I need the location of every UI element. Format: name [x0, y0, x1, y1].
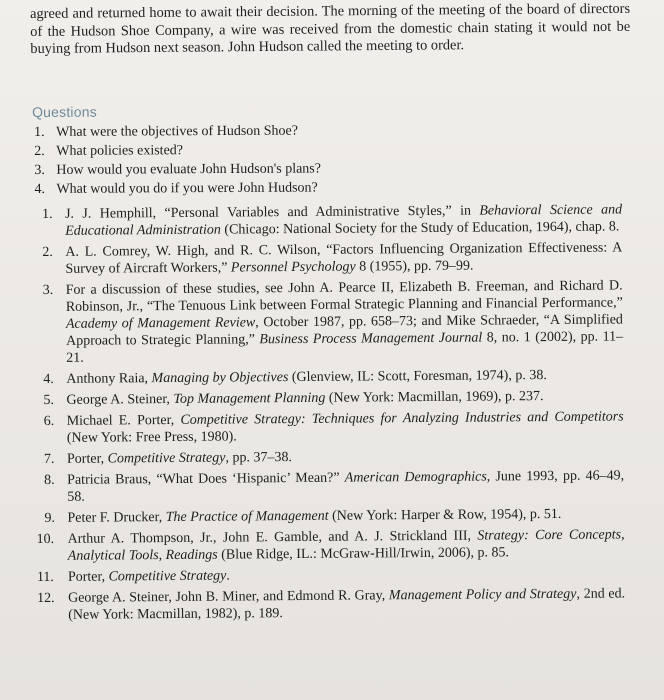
intro-paragraph: [30, 1, 630, 59]
citation-title: Behavioral Science and Educational Administration: [65, 202, 623, 239]
endnote-text: [65, 239, 622, 277]
citation-text: (New York: Harper & Row, 1954), p. 51.: [328, 506, 562, 524]
questions-section: [32, 101, 612, 199]
endnote-text: [67, 446, 624, 467]
endnote-text: [68, 564, 625, 585]
citation-text: , pp. 37–38.: [225, 450, 293, 466]
endnote-number: 6.: [43, 413, 55, 429]
endnote-number: 5.: [43, 392, 55, 408]
citation-title: Strategy: Core Concepts, Analytical Tools, Readings: [67, 527, 625, 564]
endnote-item: [44, 408, 624, 447]
endnote-item: [36, 526, 625, 565]
endnote-text: [68, 526, 625, 564]
citation-text: .: [226, 568, 230, 584]
question-item: [34, 177, 612, 199]
endnote-number: 7.: [43, 451, 55, 467]
citation-text: George A. Steiner,: [66, 391, 174, 408]
citation-text: Anthony Raia,: [66, 371, 152, 387]
endnote-item: [37, 585, 626, 624]
endnote-number: 2.: [42, 244, 53, 260]
citation-text: (Chicago: National Society for the Study of Education, 1964), chap. 8.: [220, 219, 620, 238]
endnote-number: 1.: [42, 206, 53, 222]
endnote-item: [42, 201, 622, 240]
citation-text: (New York: Free Press, 1980).: [66, 429, 237, 446]
citation-text: , 2nd ed. (New York: Macmillan, 1982), p. 189.: [68, 586, 626, 623]
endnote-text: [66, 387, 623, 408]
citation-title: Top Management Planning: [173, 390, 326, 407]
citation-text: , June 1993, pp. 46–49, 58.: [67, 468, 625, 505]
endnote-number: 10.: [36, 531, 55, 548]
citation-text: Porter,: [66, 451, 108, 467]
citation-text: 8, no. 1 (2002), pp. 11–21.: [66, 329, 624, 366]
citation-text: Arthur A. Thompson, Jr., John E. Gamble, and A. J. Strickland III,: [67, 528, 478, 547]
citation-text: Michael E. Porter,: [66, 412, 181, 429]
citation-text: For a discussion of these studies, see John A. Pearce II, Elizabeth B. Freeman, and Richard D. Robinson, Jr., “The Tenuous Link between Formal Strategic Planning and Financial Performance,”: [65, 278, 623, 315]
question-number: 2.: [34, 143, 45, 159]
question-text: How would you evaluate John Hudson's plans?: [56, 161, 321, 178]
endnote-item: [43, 387, 623, 409]
endnote-number: 9.: [44, 510, 56, 526]
citation-title: American Demographics: [344, 469, 487, 486]
citation-title: Personnel Psychology: [230, 259, 356, 276]
citation-text: (New York: Macmillan, 1969), p. 237.: [325, 389, 544, 406]
endnote-text: [67, 408, 624, 446]
citation-text: A. L. Comrey, W. High, and R. C. Wilson, “Factors Influencing Organization Effectiveness: A Survey of Aircraft Workers,”: [65, 240, 623, 277]
citation-title: Managing by Objectives: [151, 370, 289, 387]
endnote-number: 11.: [36, 569, 54, 586]
citation-text: Peter F. Drucker,: [67, 510, 166, 526]
endnote-item: [43, 366, 623, 388]
question-text: What policies existed?: [56, 143, 184, 159]
endnote-item: [36, 564, 625, 586]
endnote-item: [44, 467, 624, 506]
question-number: 3.: [34, 162, 45, 178]
question-text: What would you do if you were John Hudson?: [56, 180, 318, 197]
question-number: 4.: [34, 181, 45, 197]
citation-title: Academy of Management Review: [65, 315, 256, 332]
endnotes-list: [36, 201, 626, 628]
endnote-item: [42, 239, 622, 278]
endnote-text: [67, 467, 624, 505]
citation-text: (Glenview, IL: Scott, Foresman, 1974), p. 38.: [288, 368, 547, 386]
question-number: 1.: [34, 124, 45, 140]
citation-text: Porter,: [67, 569, 109, 585]
citation-title: Management Policy and Strategy: [388, 586, 577, 604]
citation-text: George A. Steiner, John B. Miner, and Edmond R. Gray,: [68, 588, 389, 606]
question-text: What were the objectives of Hudson Shoe?: [56, 123, 299, 140]
endnote-number: 8.: [44, 472, 55, 488]
citation-title: Competitive Strategy: [108, 568, 227, 585]
citation-text: , October 1987, pp. 658–73; and Mike Schraeder, “A Simplified Approach to Strategic Planning,”: [66, 312, 623, 349]
citation-text: J. J. Hemphill, “Personal Variables and Administrative Styles,” in: [65, 203, 480, 222]
endnote-number: 12.: [37, 590, 55, 607]
citation-text: (Blue Ridge, IL.: McGraw-Hill/Irwin, 2006), p. 85.: [217, 545, 510, 563]
endnote-number: 3.: [42, 282, 54, 298]
endnote-item: [44, 505, 624, 527]
intro-text: agreed and returned home to await their decision. The morning of the meeting of the board of directors of the Hudson Shoe Company, a wire was received from the domestic chain stating it would not be buying from Hudson next season. John Hudson called the meeting to order.: [30, 0, 631, 57]
citation-title: Competitive Strategy: [107, 450, 226, 467]
endnote-item: [44, 446, 624, 468]
endnote-text: [66, 277, 624, 366]
citation-title: Business Process Management Journal: [259, 330, 483, 348]
questions-heading: Questions: [32, 103, 97, 120]
endnote-text: [65, 201, 622, 239]
endnote-text: [68, 585, 625, 623]
citation-text: Patricia Braus, “What Does ‘Hispanic’ Mean?”: [67, 470, 345, 488]
endnote-text: [66, 366, 623, 387]
citation-title: The Practice of Management: [165, 508, 329, 526]
citation-title: Competitive Strategy: Techniques for Analyzing Industries and Competitors: [180, 409, 624, 428]
endnote-text: [67, 505, 624, 526]
citation-text: 8 (1955), pp. 79–99.: [355, 258, 474, 275]
questions-list: [32, 120, 612, 199]
endnote-number: 4.: [43, 371, 54, 387]
endnote-item: [43, 277, 624, 367]
